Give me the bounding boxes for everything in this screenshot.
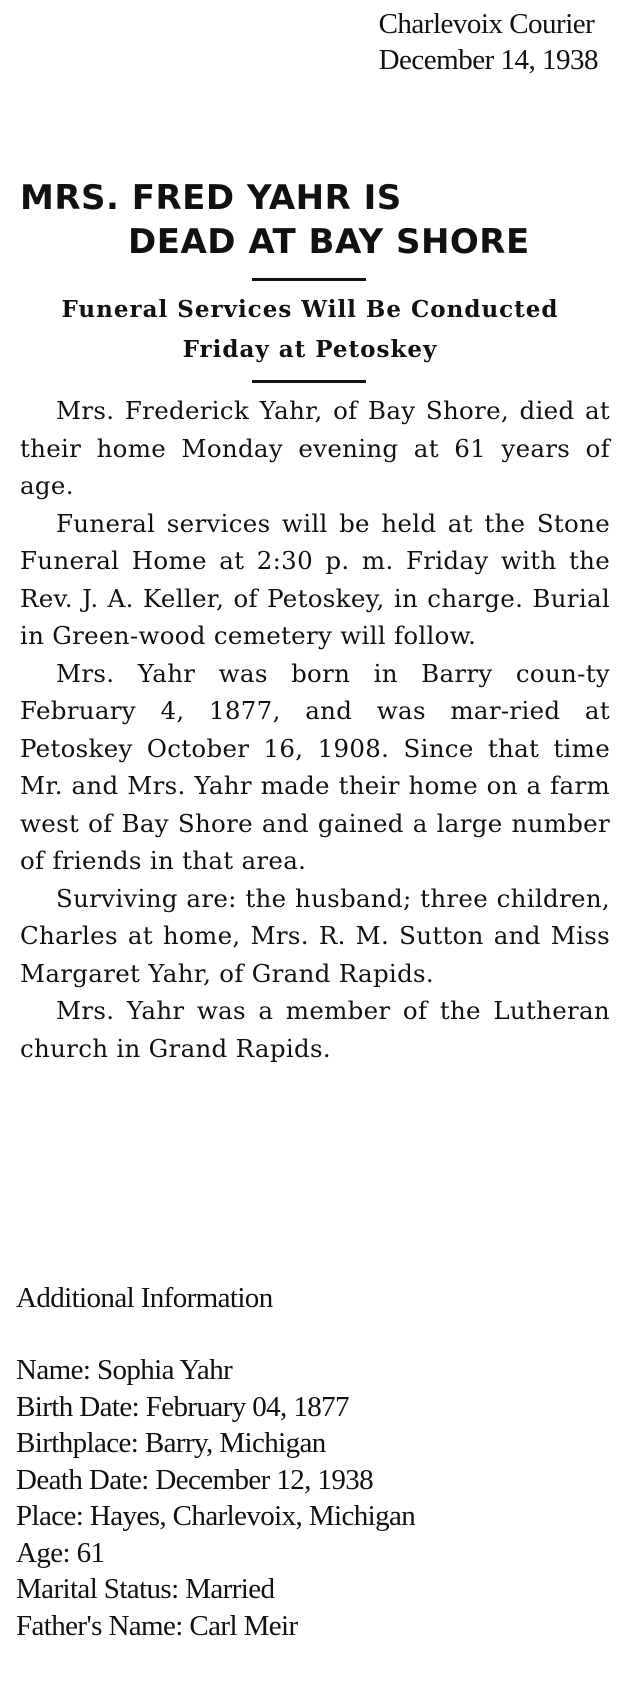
headline	[20, 176, 530, 264]
source-citation	[379, 6, 598, 78]
subheadline-divider	[252, 380, 366, 383]
info-birthplace: Birthplace: Barry, Michigan	[16, 1427, 326, 1459]
publication-date: December 14, 1938	[378, 44, 598, 76]
info-name: Name: Sophia Yahr	[16, 1354, 233, 1386]
info-birth-date: Birth Date: February 04, 1877	[16, 1390, 349, 1423]
info-father-name: Father's Name: Carl Meir	[16, 1609, 298, 1642]
info-marital-status: Marital Status: Married	[16, 1573, 275, 1605]
headline-divider	[252, 278, 366, 281]
publication-name: Charlevoix Courier	[378, 8, 595, 40]
subheadline-line-2: Friday at Petoskey	[182, 336, 438, 363]
article-paragraph: Mrs. Yahr was a member of the Lutheran church in Grand Rapids.	[20, 996, 610, 1063]
subheadline	[18, 290, 602, 370]
article-paragraph: Funeral services will be held at the Stone Funeral Home at 2:30 p. m. Friday with the Rev. J. A. Keller, of Petoskey, in charge. Burial in Green-wood cemetery will follow.	[20, 508, 610, 650]
additional-information-title: Additional Information	[16, 1282, 273, 1314]
headline-line-2: DEAD AT BAY SHORE	[128, 222, 530, 262]
info-age: Age: 61	[16, 1536, 105, 1569]
subheadline-line-1: Funeral Services Will Be Conducted	[61, 296, 559, 323]
article-paragraph: Mrs. Frederick Yahr, of Bay Shore, died at their home Monday evening at 61 years of age.	[20, 396, 610, 500]
article-paragraph: Mrs. Yahr was born in Barry coun-ty February 4, 1877, and was mar-ried at Petoskey October 16, 1908. Since that time Mr. and Mrs. Yahr made their home on a farm west of Bay Shore and gained a large number of friends in that area.	[20, 658, 610, 875]
info-death-date: Death Date: December 12, 1938	[16, 1463, 374, 1496]
article-paragraph: Surviving are: the husband; three children, Charles at home, Mrs. R. M. Sutton and Miss Margaret Yahr, of Grand Rapids.	[20, 883, 610, 988]
additional-information	[16, 1280, 415, 1644]
headline-line-1: MRS. FRED YAHR IS	[20, 178, 402, 218]
info-place: Place: Hayes, Charlevoix, Michigan	[16, 1500, 416, 1532]
article-body	[20, 392, 610, 1067]
